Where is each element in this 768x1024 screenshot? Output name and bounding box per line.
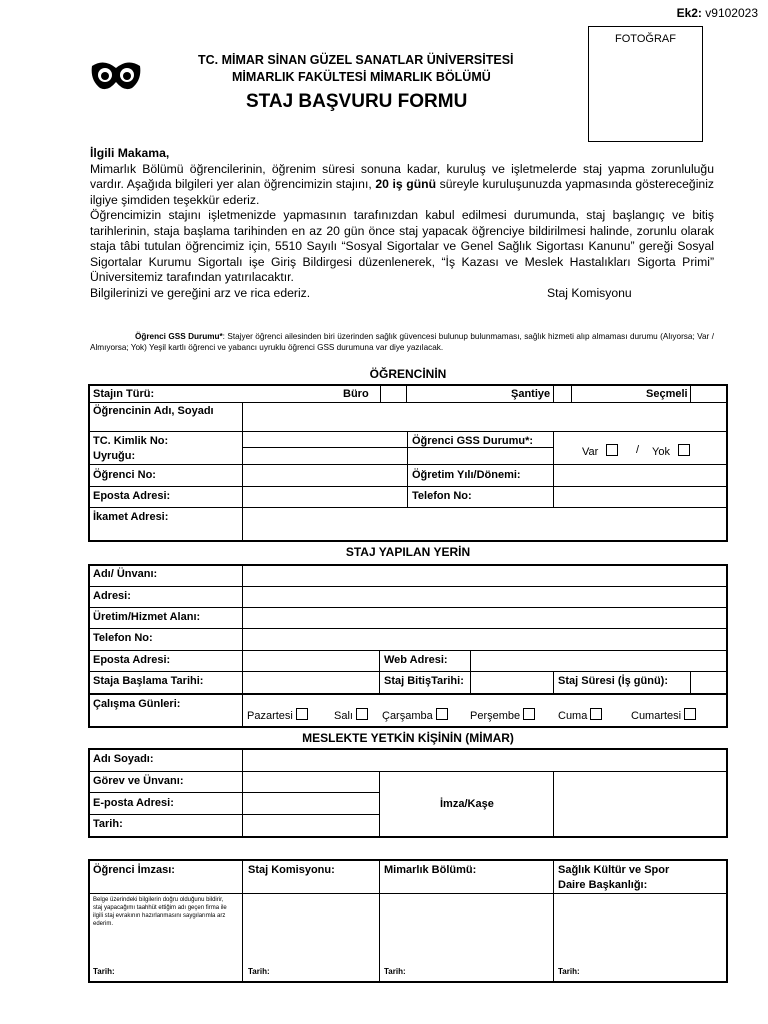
health-dept-label-2: Daire Başkanlığı: (558, 879, 648, 891)
gss-status-label: Öğrenci GSS Durumu*: (412, 435, 534, 447)
supervisor-position-label: Görev ve Ünvanı: (93, 775, 184, 787)
construction-site-checkbox[interactable] (554, 386, 571, 402)
day-friday[interactable]: Cuma (558, 708, 602, 722)
term-field[interactable] (555, 466, 726, 485)
committee-signature-area[interactable] (244, 895, 378, 965)
saturday-checkbox[interactable] (684, 708, 696, 720)
form-code (677, 6, 758, 20)
gss-no-option[interactable]: Yok (652, 444, 690, 458)
gss-yes-option[interactable]: Var (582, 444, 618, 458)
option-office: Büro (343, 388, 369, 400)
thursday-checkbox[interactable] (523, 708, 535, 720)
student-signature-area[interactable] (90, 895, 241, 965)
committee-date-label: Tarih: (248, 967, 270, 976)
elective-checkbox[interactable] (691, 386, 726, 402)
supervisor-name-label: Adı Soyadı: (93, 753, 154, 765)
supervisor-email-field[interactable] (244, 794, 378, 813)
end-date-field[interactable] (472, 673, 552, 692)
company-name-label: Adı/ Ünvanı: (93, 568, 158, 580)
photo-box[interactable] (588, 26, 703, 142)
health-dept-signature-area[interactable] (555, 895, 726, 965)
photo-label: FOTOĞRAF (615, 33, 676, 45)
company-email-label: Eposta Adresi: (93, 654, 171, 666)
gss-separator: / (636, 444, 640, 456)
student-no-label: Öğrenci No: (93, 469, 156, 481)
company-phone-field[interactable] (244, 630, 726, 649)
company-email-field[interactable] (244, 652, 378, 670)
service-area-field[interactable] (244, 609, 726, 627)
gss-note-label: Öğrenci GSS Durumu* (135, 332, 223, 341)
start-date-label: Staja Başlama Tarihi: (93, 675, 204, 687)
salutation: İlgili Makama, (90, 146, 170, 160)
wednesday-checkbox[interactable] (436, 708, 448, 720)
student-section-title: ÖĞRENCİNİN (369, 367, 447, 381)
supervisor-position-field[interactable] (244, 773, 378, 791)
duration-label: Staj Süresi (İş günü): (558, 675, 669, 687)
student-name-field[interactable] (244, 404, 726, 430)
nationality-label: Uyruğu: (93, 450, 136, 462)
nationality-field[interactable] (244, 449, 406, 463)
day-monday[interactable]: Pazartesi (247, 708, 308, 722)
option-construction-site: Şantiye (511, 388, 551, 400)
gss-note-text: : Stajyer öğrenci ailesinden biri üzerinden sağlık güvencesi bulunup bulunmaması, sağlık hizmeti alıp almaması durumu (Alıyorsa; Var / Almıyorsa; Yok) Yeşil kartlı öğrenci ve yabancı uyruklu öğrenci GSS durumuna var diye yazılacak. (90, 332, 714, 352)
student-statement: Belge üzerindeki bilgilerin doğru olduğunu bildirir, staj yapacağımı taahhüt ettiğim adı geçen firma ile ilgili staj evrakının hazırlanmasını saygılarımla arz ederim. (93, 897, 227, 927)
department-date-label: Tarih: (384, 967, 406, 976)
place-section-title: STAJ YAPILAN YERİN (345, 545, 471, 559)
letter-paragraph-2: Öğrencimizin stajını işletmenizde yapmasının tarafınızdan kabul edilmesi durumunda, staj başlangıç ve bitiş tarihlerinin, staja başlama tarihinden en az 20 gün önce staj yapacak öğrenciye bildirilmesi halinde, zorunlu olarak staja tâbi tutulan öğrencimiz için, 5510 Sayılı “Sosyal Sigortalar ve Genel Sağlık Sigortası Kanunu” gereği Sosyal Sigortalar Kurumu Sigortalı işe Giriş Bildirgesi düzenlenerek, “İş Kazası ve Meslek Hastalıkları Sigorta Primi” Üniversitemiz tarafından yatırılacaktır. (90, 208, 714, 284)
owl-logo-icon (90, 58, 142, 92)
student-signature-label: Öğrenci İmzası: (93, 864, 175, 876)
supervisor-section-title: MESLEKTE YETKİN KİŞİNİN (MİMAR) (302, 731, 514, 745)
company-address-label: Adresi: (93, 590, 131, 602)
start-date-field[interactable] (244, 673, 378, 692)
student-email-label: Eposta Adresi: (93, 490, 171, 502)
stamp-signature-label: İmza/Kaşe (440, 798, 494, 810)
website-label: Web Adresi: (384, 654, 448, 666)
gss-no-checkbox[interactable] (678, 444, 690, 456)
letter-paragraph-1: Mimarlık Bölümü öğrencilerinin, öğrenim süresi sonuna kadar, kuruluş ve işletmelerde staj yapma zorunluluğu vardır. Aşağıda bilgileri yer alan öğrencimizin stajını, 20 iş günü süreyle kuruluşunuzda yapmasında göstereceğiniz ilgiye şimdiden teşekkür ederiz. (90, 161, 714, 207)
student-phone-label: Telefon No: (412, 490, 472, 502)
working-days-label: Çalışma Günleri: (93, 698, 181, 710)
office-checkbox[interactable] (381, 386, 406, 402)
supervisor-date-label: Tarih: (93, 818, 123, 830)
tc-id-label: TC. Kimlik No: (93, 435, 169, 447)
website-field[interactable] (472, 652, 726, 670)
department-signature-area[interactable] (381, 895, 552, 965)
duration-field[interactable] (692, 673, 726, 692)
university-name: TC. MİMAR SİNAN GÜZEL SANATLAR ÜNİVERSİTESİ (198, 53, 514, 67)
student-email-field[interactable] (244, 488, 406, 506)
day-saturday[interactable]: Cumartesi (631, 708, 696, 722)
service-area-label: Üretim/Hizmet Alanı: (93, 611, 201, 623)
form-code-value: v9102023 (701, 6, 758, 20)
company-name-field[interactable] (244, 566, 726, 585)
letter-closing: Bilgilerinizi ve gereğini arz ve rica ederiz. Staj Komisyonu (90, 285, 632, 300)
supervisor-date-field[interactable] (244, 816, 378, 836)
student-name-label: Öğrencinin Adı, Soyadı (93, 405, 214, 417)
gss-yes-checkbox[interactable] (606, 444, 618, 456)
residence-address-field[interactable] (244, 509, 726, 540)
friday-checkbox[interactable] (590, 708, 602, 720)
supervisor-email-label: E-posta Adresi: (93, 797, 174, 809)
monday-checkbox[interactable] (296, 708, 308, 720)
faculty-name: MİMARLIK FAKÜLTESİ MİMARLIK BÖLÜMÜ (232, 70, 491, 84)
health-dept-label-1: Sağlık Kültür ve Spor (558, 864, 670, 876)
tuesday-checkbox[interactable] (356, 708, 368, 720)
stamp-signature-area[interactable] (555, 773, 726, 836)
student-date-label: Tarih: (93, 967, 115, 976)
form-title: STAJ BAŞVURU FORMU (246, 91, 468, 112)
residence-address-label: İkamet Adresi: (93, 511, 169, 523)
student-no-field[interactable] (244, 466, 406, 485)
day-wednesday[interactable]: Çarşamba (382, 708, 448, 722)
tc-id-field[interactable] (244, 433, 406, 446)
health-dept-date-label: Tarih: (558, 967, 580, 976)
gss-note (90, 331, 714, 353)
supervisor-name-field[interactable] (244, 750, 726, 770)
committee-signature-label: Staj Komisyonu: (248, 864, 335, 876)
form-code-label: Ek2: (676, 6, 702, 20)
letter-signature: Staj Komisyonu (547, 285, 632, 300)
cover-letter (90, 146, 714, 301)
company-address-field[interactable] (244, 588, 726, 606)
company-phone-label: Telefon No: (93, 632, 153, 644)
option-elective: Seçmeli (646, 388, 688, 400)
day-tuesday[interactable]: Salı (334, 708, 368, 722)
student-phone-field[interactable] (555, 488, 726, 506)
day-thursday[interactable]: Perşembe (470, 708, 535, 722)
term-label: Öğretim Yılı/Dönemi: (412, 469, 521, 481)
internship-type-label: Stajın Türü: (93, 388, 155, 400)
end-date-label: Staj BitişTarihi: (384, 675, 464, 687)
department-signature-label: Mimarlık Bölümü: (384, 864, 477, 876)
